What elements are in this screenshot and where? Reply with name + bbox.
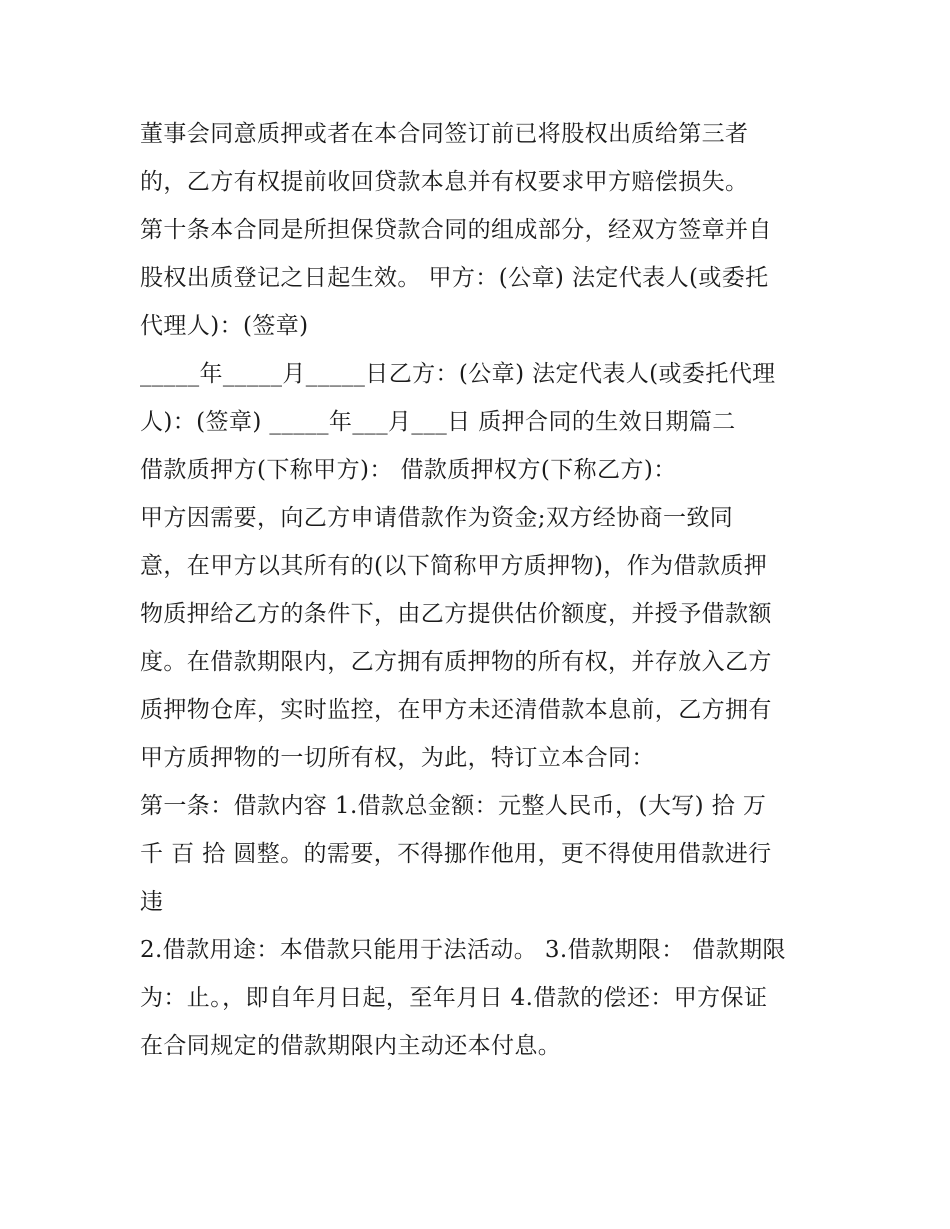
text-line: 人)：(签章) _____年___月___日 质押合同的生效日期篇二 [140,409,736,435]
text-line: 违 [140,889,164,915]
text-line: 2.借款用途：本借款只能用于法活动。 3.借款期限： 借款期限 [140,937,786,963]
text-line: _____年_____月_____日乙方：(公章) 法定代表人(或委托代理 [140,361,776,387]
text-line: 质押物仓库，实时监控，在甲方未还清借款本息前，乙方拥有 [140,697,772,723]
text-line: 借款质押方(下称甲方)： 借款质押权方(下称乙方)： [140,457,677,483]
text-line: 物质押给乙方的条件下，由乙方提供估价额度，并授予借款额 [140,601,772,627]
text-line: 的，乙方有权提前收回贷款本息并有权要求甲方赔偿损失。 [140,169,749,195]
text-line: 度。在借款期限内，乙方拥有质押物的所有权，并存放入乙方 [140,649,772,675]
text-line: 千 百 拾 圆整。的需要，不得挪作他用，更不得使用借款进行 [140,841,772,867]
text-line: 第一条：借款内容 1.借款总金额：元整人民币，(大写) 拾 万 [140,793,767,819]
text-line: 董事会同意质押或者在本合同签订前已将股权出质给第三者 [140,121,749,147]
text-line: 在合同规定的借款期限内主动还本付息。 [140,1033,562,1059]
text-line: 代理人)：(签章) [140,313,309,339]
text-line: 第十条本合同是所担保贷款合同的组成部分，经双方签章并自 [140,217,772,243]
text-line: 股权出质登记之日起生效。 甲方：(公章) 法定代表人(或委托 [140,265,769,291]
text-line: 意，在甲方以其所有的(以下简称甲方质押物)，作为借款质押 [140,553,768,579]
text-line: 甲方质押物的一切所有权，为此，特订立本合同： [140,745,655,771]
text-line: 甲方因需要，向乙方申请借款作为资金;双方经协商一致同 [140,505,734,531]
text-line: 为：止。，即自年月日起，至年月日 4.借款的偿还：甲方保证 [140,985,768,1011]
document-body [140,110,830,1070]
